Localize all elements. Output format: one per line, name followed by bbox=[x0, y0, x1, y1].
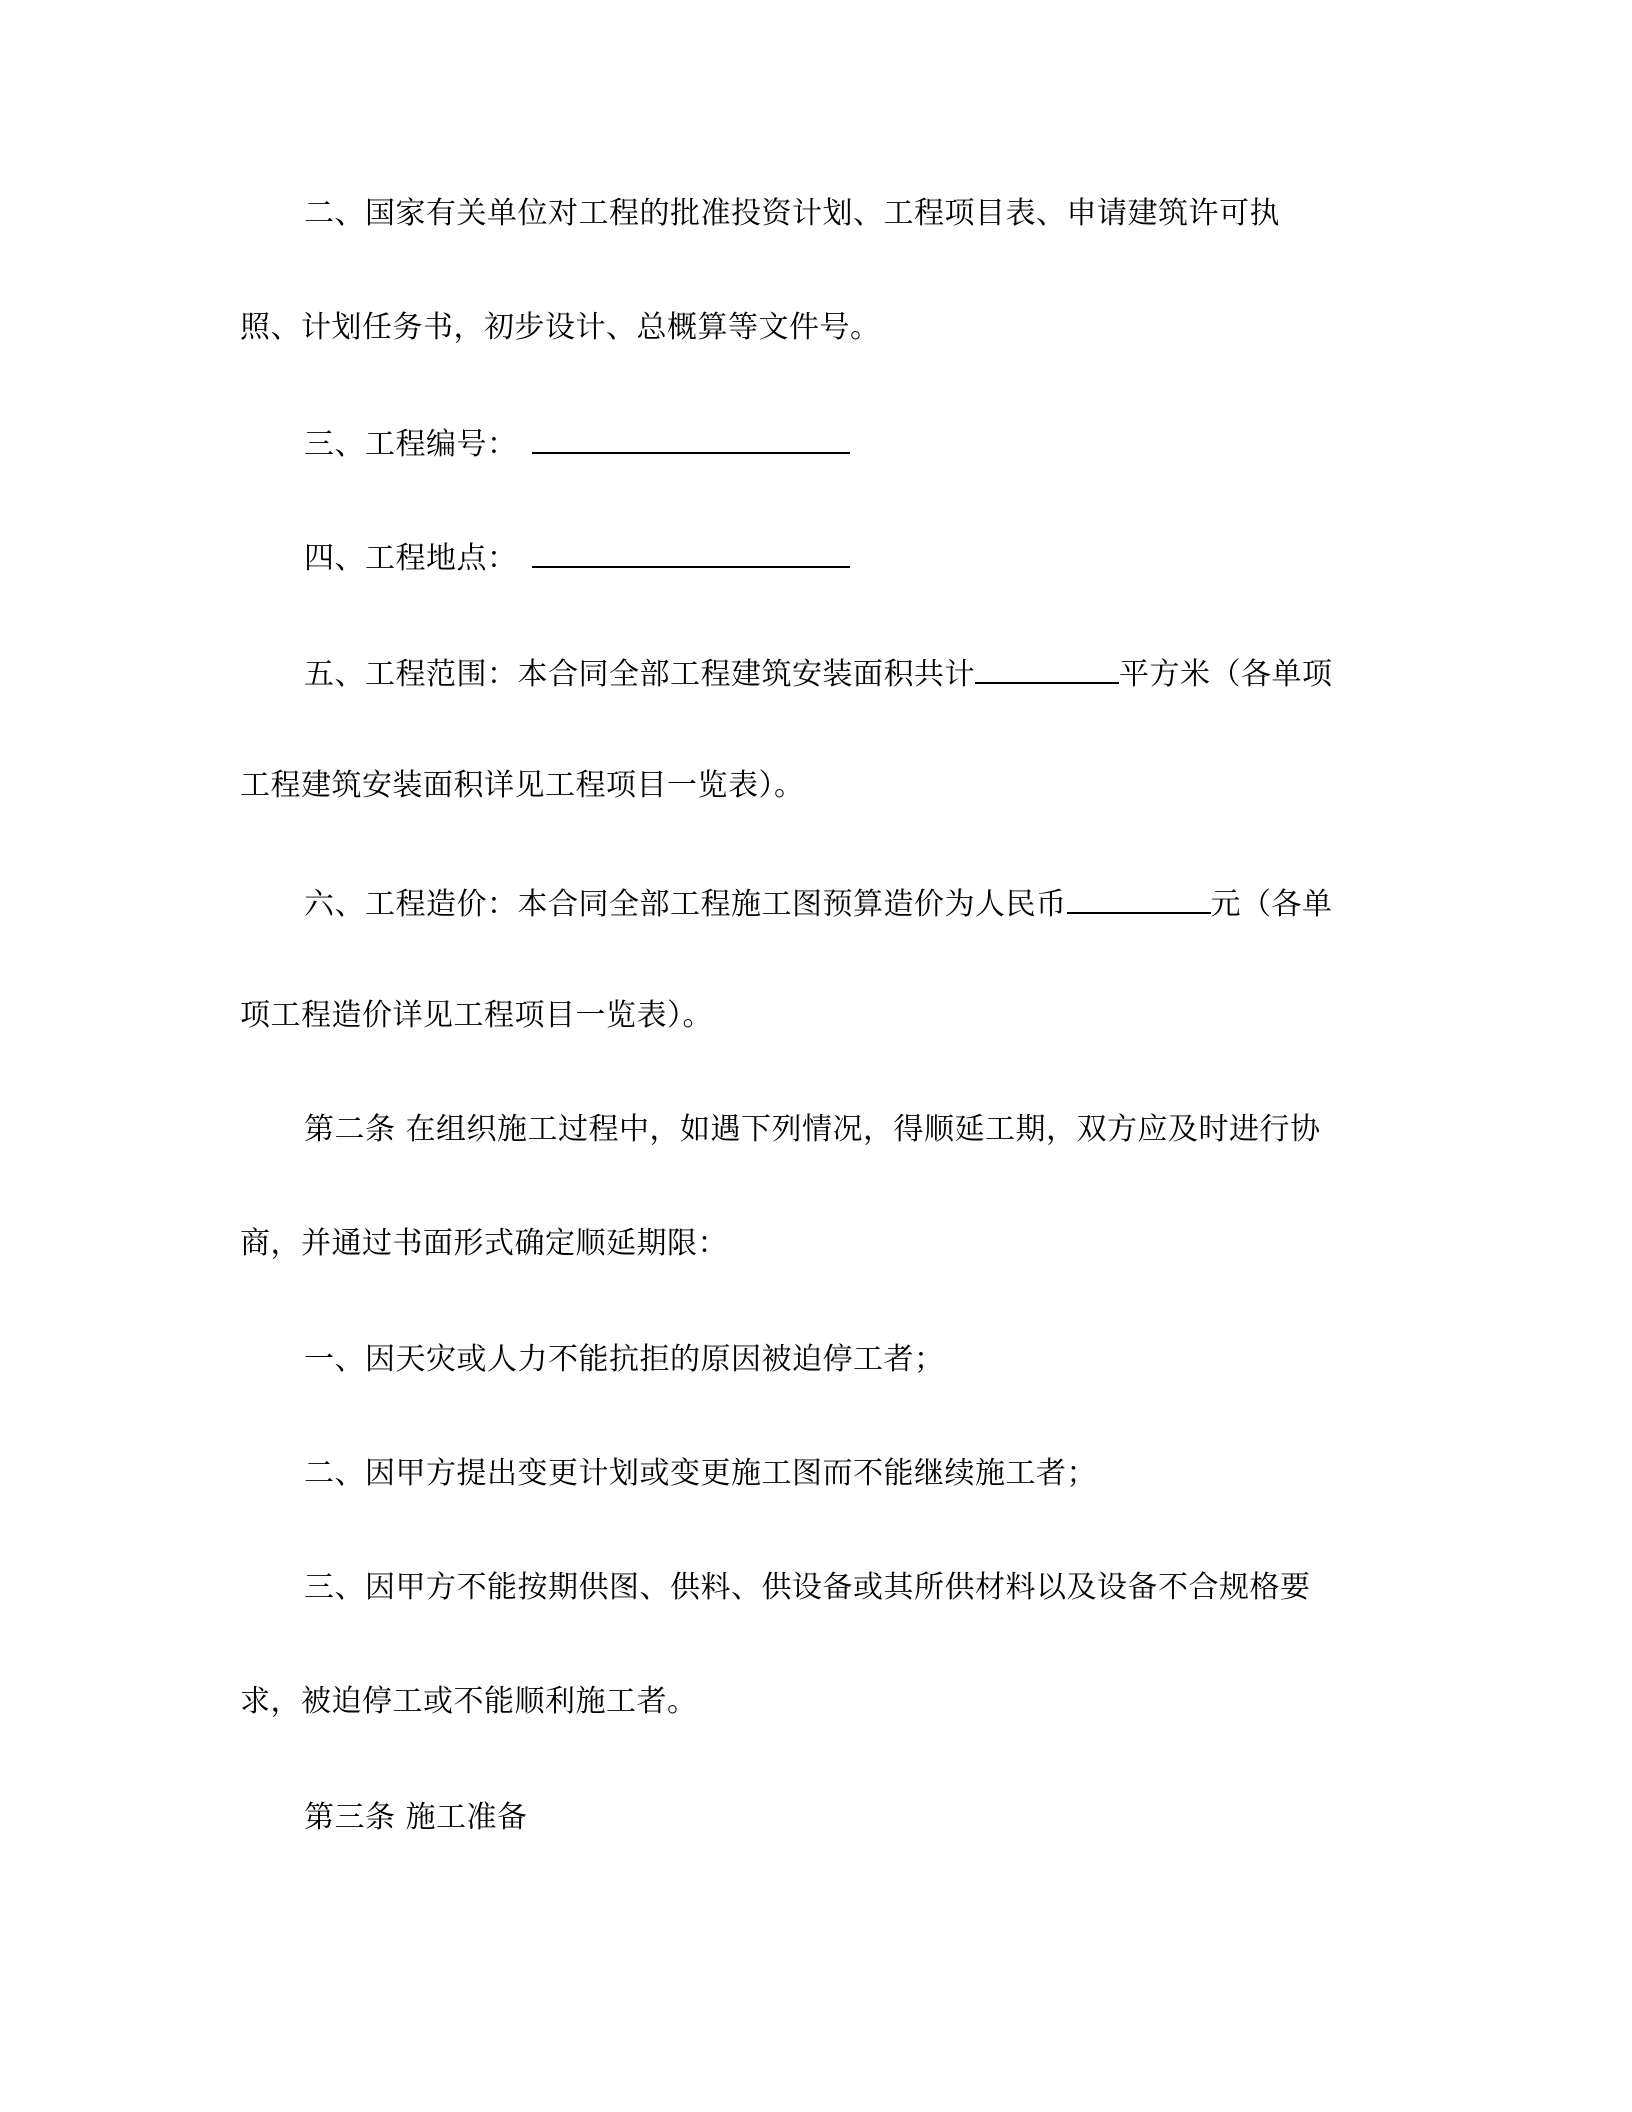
project-cost-line2: 项工程造价详见工程项目一览表）。 bbox=[240, 998, 713, 1033]
article-two-line1: 第二条 在组织施工过程中，如遇下列情况，得顺延工期，双方应及时进行协 bbox=[304, 1112, 1321, 1147]
condition-one: 一、因天灾或人力不能抗拒的原因被迫停工者； bbox=[304, 1342, 945, 1377]
project-cost-blank bbox=[1067, 886, 1211, 914]
project-cost-line1 bbox=[304, 886, 1333, 923]
paragraph-approval-docs-line2: 照、计划任务书，初步设计、总概算等文件号。 bbox=[240, 310, 881, 345]
condition-three-line2: 求，被迫停工或不能顺利施工者。 bbox=[240, 1684, 698, 1719]
project-location-label: 四、工程地点： bbox=[304, 541, 518, 576]
condition-three-line1: 三、因甲方不能按期供图、供料、供设备或其所供材料以及设备不合规格要 bbox=[304, 1570, 1311, 1605]
article-two-line2: 商，并通过书面形式确定顺延期限： bbox=[240, 1226, 728, 1261]
project-cost-text-a: 六、工程造价：本合同全部工程施工图预算造价为人民币 bbox=[304, 887, 1067, 922]
project-location-row bbox=[304, 538, 850, 577]
project-scope-line1 bbox=[304, 656, 1333, 693]
project-scope-text-b: 平方米（各单项 bbox=[1119, 657, 1333, 692]
project-number-row bbox=[304, 424, 850, 463]
condition-two: 二、因甲方提出变更计划或变更施工图而不能继续施工者； bbox=[304, 1456, 1097, 1491]
project-area-blank bbox=[975, 656, 1119, 684]
paragraph-approval-docs-line1: 二、国家有关单位对工程的批准投资计划、工程项目表、申请建筑许可执 bbox=[304, 196, 1280, 231]
project-scope-line2: 工程建筑安装面积详见工程项目一览表）。 bbox=[240, 768, 805, 803]
article-three-heading: 第三条 施工准备 bbox=[304, 1800, 528, 1835]
project-cost-text-b: 元（各单 bbox=[1210, 887, 1333, 922]
project-location-blank bbox=[532, 538, 850, 568]
project-number-blank bbox=[532, 424, 850, 454]
project-number-label: 三、工程编号： bbox=[304, 427, 518, 462]
project-scope-text-a: 五、工程范围：本合同全部工程建筑安装面积共计 bbox=[304, 657, 975, 692]
